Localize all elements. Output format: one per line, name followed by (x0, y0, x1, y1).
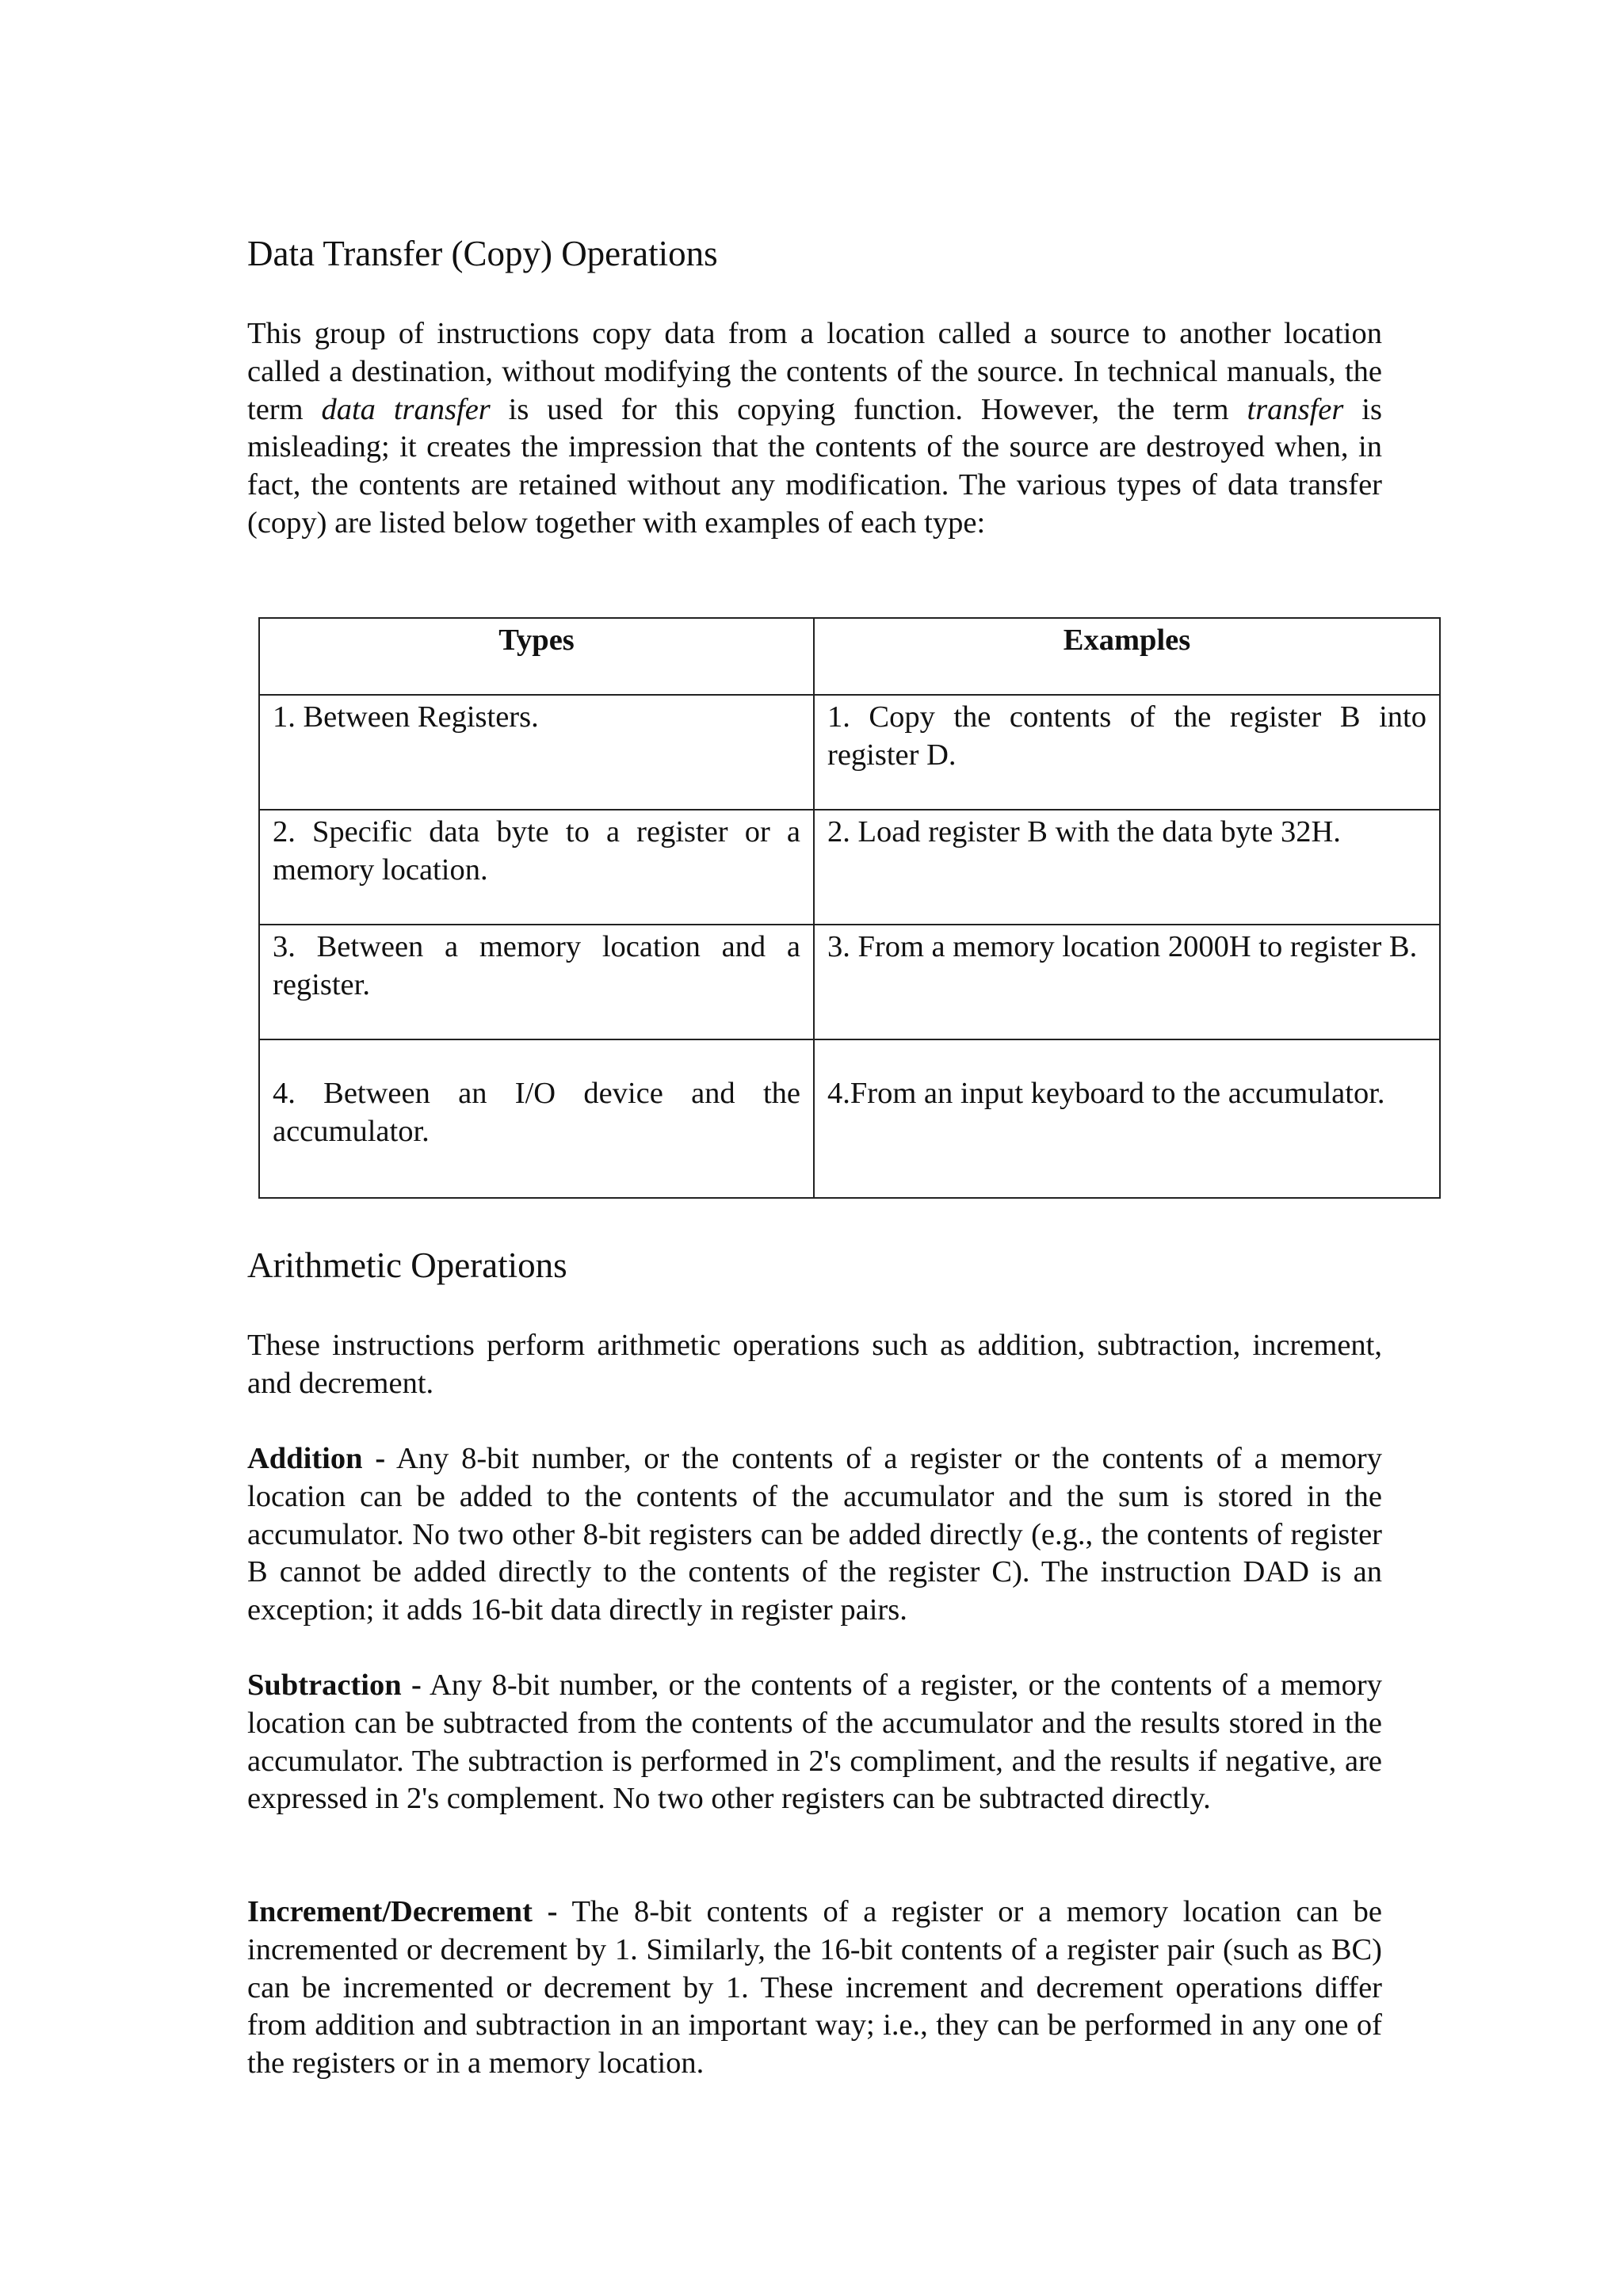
table-cell-example (814, 695, 1440, 810)
table-row (259, 1039, 1440, 1198)
addition-paragraph (247, 1440, 1382, 1630)
increment-decrement-text: The 8-bit contents of a register or a memory location can be incremented or decrement by 1. Similarly, the 16-bit contents of a register pair (such as BC) can be incremented or decrement by 1. These increment and decrement operations differ from addition and subtraction in an important way; i.e., they can be performed in any one of the registers or in a memory location. (247, 1895, 1382, 2081)
table-cell-type (259, 925, 814, 1039)
example-text: 3. From a memory location 2000H to register B. (827, 930, 1418, 963)
intro-emphasis-transfer: transfer (1247, 392, 1344, 426)
type-text: 3. Between a memory location and a register. (273, 930, 800, 1001)
example-text: 4.From an input keyboard to the accumulator. (827, 1077, 1385, 1110)
table-cell-example (814, 1039, 1440, 1198)
section-heading-arithmetic: Arithmetic Operations (247, 1245, 567, 1285)
table-cell-type (259, 1039, 814, 1198)
table-header-examples: Examples (814, 618, 1440, 695)
subtraction-text: Any 8-bit number, or the contents of a register, or the contents of a memory location can be subtracted from the contents of the accumulator and the results stored in the accumulator. The subtraction is performed in 2's compliment, and the results if negative, are expressed in 2's complement. No two other registers can be subtracted directly. (247, 1669, 1382, 1816)
table-cell-example (814, 810, 1440, 925)
section-heading-data-transfer: Data Transfer (Copy) Operations (247, 234, 718, 273)
type-text: 2. Specific data byte to a register or a memory location. (273, 815, 800, 887)
type-text: 4. Between an I/O device and the accumulator. (273, 1077, 800, 1148)
intro-emphasis-data-transfer: data transfer (321, 392, 491, 426)
example-text: 2. Load register B with the data byte 32H. (827, 815, 1341, 849)
intro-text-part-1: This group of instructions copy data from a location called a source to another location called a destination, without modifying the contents of the source. In technical manuals, the term (247, 317, 1382, 426)
table-header-row (259, 618, 1440, 695)
increment-decrement-label: Increment/Decrement - (247, 1895, 558, 1928)
table-row (259, 695, 1440, 810)
transfer-types-table (258, 617, 1441, 1199)
table-row (259, 810, 1440, 925)
table-header-types: Types (259, 618, 814, 695)
subtraction-label: Subtraction - (247, 1669, 422, 1702)
example-text: 1. Copy the contents of the register B into register D. (827, 700, 1426, 772)
table-cell-type (259, 810, 814, 925)
table-row (259, 925, 1440, 1039)
table-cell-example (814, 925, 1440, 1039)
table-cell-type (259, 695, 814, 810)
intro-text-part-2: is used for this copying function. However, the term (490, 392, 1247, 426)
type-text: 1. Between Registers. (273, 700, 539, 734)
addition-label: Addition - (247, 1442, 386, 1475)
arithmetic-intro-paragraph: These instructions perform arithmetic operations such as addition, subtraction, increment, and decrement. (247, 1329, 1382, 1400)
data-transfer-intro-paragraph (247, 315, 1382, 543)
increment-decrement-paragraph (247, 1894, 1382, 2083)
addition-text: Any 8-bit number, or the contents of a register or the contents of a memory location can be added to the contents of the accumulator and the sum is stored in the accumulator. No two other 8-bit registers can be added directly (e.g., the contents of register B cannot be added directly to the contents of the register C). The instruction DAD is an exception; it adds 16-bit data directly in register pairs. (247, 1442, 1382, 1627)
intro-text-part-3: is misleading; it creates the impression that the contents of the source are destroyed when, in fact, the contents are retained without any modification. The various types of data transfer (copy) are listed below together with examples of each type: (247, 392, 1382, 540)
subtraction-paragraph (247, 1667, 1382, 1818)
